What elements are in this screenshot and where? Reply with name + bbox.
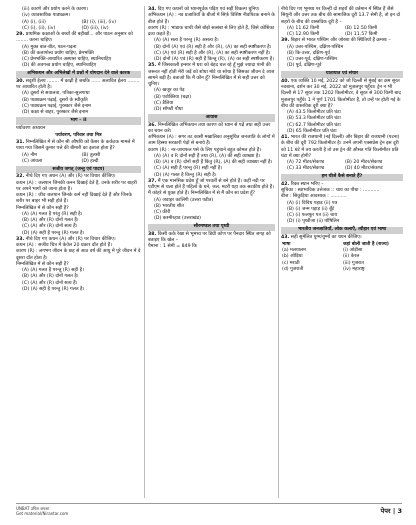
page-number: पेपर | 3 — [380, 507, 402, 515]
question-text: अभिकथन (A) : सगर तट कासी मखालिका अनुसूचित जनजाति के लोगों में आम हिस्सा सरकारी पेड़ों से बनाये हैं। — [148, 135, 275, 147]
section-heading: भारतीय जनजातियाँ, लोक कलाएँ, त्यौहार एवं भाषा — [281, 227, 403, 234]
question-text: 30. सदृशी ईलय ........ में काढ़ी है जबकि ...... अलावित ईलय ........ पर आधारित होती है। — [16, 78, 140, 90]
question-text: निम्नलिखित में से कौन सही है? — [16, 261, 69, 267]
answer-option: (iv) व्यावसायिक पाठ्यक्रम। — [22, 13, 71, 19]
question-text: 29. प्राथमिक कक्षाओं के बच्चों की बहीखों... और पाठन अनुसार को ........ करना चाहिए। — [16, 32, 133, 44]
section-heading: सजीव जगत् (जन्तु एवं पादप) — [16, 166, 141, 173]
answer-option: (C) उत्तर-पूर्व, दक्षिण-पश्चिम — [287, 57, 337, 62]
answer-option: (B) दोनों (A) एवं (R) सही है और (R), (A) का सही स्पष्टीकरण है। — [154, 44, 272, 50]
section-heading: आवास — [148, 114, 275, 121]
answer-option: (C) डैलिया — [154, 100, 174, 106]
question-text: कारण (R) : भांडाक चाची जैसे बोझे सत्संबा से लिए होते हैं, जिसे कोशिका द्रव्य कहते हैं। — [148, 25, 275, 37]
question-text: 41. भारत की राजधानी (नई दिल्ली) और बिहार की राजधानी (पटना) के बीच की दूरी 792 किलोमीटर है। उनमें अपनी एक्सप्रेस ट्रेन इस दूरी को 11 घंटे में तय करती है तो उस ट्रेन की औसत गति किलोमीटर प्रति घंटा में क्या होगी? — [281, 135, 400, 159]
answer-option: (C) 12.90 किमी — [287, 32, 320, 37]
answer-option: (A) (A) सत्य है परन्तु (R) असत्य है। — [154, 38, 219, 44]
answer-option: (B) (A) और (R) दोनों गलत हैं। — [22, 218, 79, 223]
answer-option: (C) (A) सही है परन्तु (R) सही नहीं है। — [154, 166, 223, 172]
answer-option: (B) एवोक्तिया (चढ़ा) — [154, 94, 192, 100]
question-text: 32. नीचे दिए गए अथन (A) और (R) पर विचार कीजिए। — [16, 174, 116, 180]
table-cell: (iv) महाराष्ट्र — [343, 266, 365, 272]
table-cell: (d) गुजराती — [282, 266, 304, 272]
footer-line: Get material/Nirantar.com — [16, 511, 69, 516]
answer-option: (B) भारतीय शीत — [154, 203, 184, 209]
table-cell: (a) मलयालम — [282, 248, 306, 254]
question-text: कारण (R) : लगभग जीवन के छह से आठ वर्ष की आयु में पूरे जीवन में वे दूसरा दाँत होता है। — [16, 249, 141, 261]
answer-option: (D) दोनों (A) एवं (R) सही हैं किन्तु (R), (A) का सही स्पष्टीकरण है। — [154, 57, 274, 62]
answer-option: (D) (A) सही है परन्तु (R) गलत है। — [22, 286, 85, 292]
answer-option: (A) 72 मीटर/सेकण्ड — [287, 160, 325, 165]
question-text: कथन (R) : जीव जलपान जिनके कर्म नहीं दिखाई देते हैं और जिनके शरीर पर बाहर भी सही होते हैं। — [16, 193, 132, 205]
table-cell: (ii) केरल — [343, 254, 360, 260]
answer-option: (B) तुलसी — [81, 152, 101, 158]
section-heading: सौरमण्डल तथा पृथ्वी — [148, 224, 275, 231]
question-text: 36. निम्नलिखित अभिकथन तथा कारण को ध्यान से पढ़ें तथा सही उत्तर का चयन करें। — [148, 122, 271, 134]
match-table — [281, 242, 403, 273]
answer-option: (C) (i) फलफूर पत्र (ii) चाय — [287, 213, 338, 218]
answer-option: (D) (iii), (iv) — [81, 25, 109, 31]
question-number: 33. — [16, 236, 25, 242]
answer-option: (C) प्रेमभक्ति-आधारित अस्यास चाहिए, स्थानिचाहिए — [22, 57, 112, 62]
question-text: नीचे दिए गए भूमध्य पर किन्हीं दो शहरों की वर्तमान में स्थित हैं जैसे सियूनी और उत्तर तक बीच की सामाजिक दूरी 13.7 सेमी है, तो इन दो शहरों के बीच की वास्तविक दूरी है – — [281, 7, 401, 25]
answer-option: (C) 33 मीटर/सेकण्ड — [287, 166, 325, 172]
question-number: 42. — [281, 181, 290, 187]
question-number: 41. — [281, 135, 290, 140]
answer-option: (A) 43.5 किलोमीटर प्रति घंटा — [287, 110, 341, 115]
answer-option: (A) (A) गलत है परन्तु (R) सही है। — [22, 268, 84, 273]
question-text: 37. मैं एक मानसिक प्रदेश हूँ जो परवर्ती से बने होते हैं। कहीं नदी पर एटीएम से चला होते हैं पहिलो के घने, जल, मटरी यहा तक सटकीय होते हैं। मैं कोहरे से युक्त होते हैं। निम्नलिखित में से मैं कौन सा प्रदेश हूँ? — [148, 178, 274, 197]
answer-option: (D) की अवगत्त्व प्रयोग चाहिए, स्थानिचाहिए — [22, 63, 97, 69]
question-number: 38. — [148, 231, 157, 237]
answer-options — [16, 159, 141, 165]
table-cell: (b) ओड़िया — [282, 254, 303, 260]
table-cell: (iii) गुजरात — [343, 260, 364, 266]
footer-line: UNBAT उचित अयशा — [16, 506, 50, 511]
answer-option: (D) (A) गलत है किन्तु (R) सही है। — [154, 172, 217, 178]
answer-option: (C) (A) और (R) दोनों सत्य हैं। — [22, 224, 78, 230]
column-middle — [148, 7, 275, 251]
table-header-state: जहां बोली जाती है (राज्य) — [343, 242, 389, 247]
answer-option: (C) कीरी — [154, 210, 171, 215]
column-left — [16, 7, 141, 293]
answer-option: (iii) कारणे और प्रयोग करने के कारण। — [22, 7, 89, 12]
question-text: 40. एक व्यक्ति 10 मई, 2022 को जो दिल्ली से मुंबई का क्रम सूरत नवबाना, दर्शन कर 30 मई, 2022 को मुज़लपुर पहुँचा। ट्रेन न भी दिल्ली से 17 सूरत तक 1202 किलोमीटर, वे सूरत से 300 किमी बाद मुज़लपुर पहुँचे। 1 ने पूर्ण 1701 किलोमीटर हैं, तो उन्हें पर होती गई के बीच की वास्तविक दूरी क्या है? — [281, 78, 401, 109]
section-heading: भाग – II — [16, 117, 141, 124]
question-number: 30. — [16, 78, 25, 84]
answer-option: (B) कि-उत्तर, दक्षिण-पूर्व — [287, 50, 330, 56]
answer-option: (A) उत्तर-पश्चिम, दक्षिण-पश्चिम — [287, 44, 344, 50]
answer-option: (D) 40 मीटर/सेकण्ड — [345, 166, 383, 172]
question-text: 33. नीचे दिए गए कथन (A) और (R) पर विचार कीजिए। — [16, 236, 116, 242]
question-text: बीज : सिकुड़िया आवश्यक : ........... — [281, 194, 347, 200]
answer-option: (B) (A) व (R) दोनों सही हैं किंतु (R), (A) की सही व्याख्या नहीं है। — [154, 160, 273, 165]
section-heading: हम चीजें कैसे बनाते हैं? — [281, 174, 403, 181]
answer-option: (D) 65 किलोमीटर प्रति घंटा — [287, 128, 337, 134]
answer-option: (A) मुक्त बात-बीत, पठन-पढ़ना — [22, 44, 77, 50]
answer-option: (D) (A) सही है परन्तु (R) गलत है। — [22, 230, 85, 236]
question-text: कथन (A) : सजीव चित्र में केवेल 20 प्रकार दाँत होते हैं। — [16, 243, 112, 248]
question-number: 31. — [16, 140, 25, 145]
section-heading: अभिकथन और अभिलेखों में प्रश्नों में योगदान देने वाले कारक — [16, 71, 141, 78]
question-number: 36. — [148, 122, 157, 128]
question-number: 29. — [16, 32, 25, 37]
answer-option: (B) (A) और (R) दोनों गलत है। — [22, 274, 79, 280]
answer-option: (C) 62.7 किलोमीटर प्रति घंटा — [287, 122, 341, 128]
question-number: 37. — [148, 178, 157, 184]
question-text: 38. किसी कर्क रेखा से भूमध्य पर डिग्री कोण पर पैनदार स्थित जगह को बताइए कि खेल – — [148, 231, 271, 243]
answer-option: (B) 12.50 किमी — [345, 25, 378, 31]
answer-option: (A) 11.62 किमी — [287, 25, 320, 31]
question-number: 34. — [148, 7, 157, 12]
match-table-container — [281, 242, 403, 273]
question-number: 40. — [281, 78, 290, 84]
answer-option: (C) आंवला — [22, 158, 43, 164]
answer-option: (C) (i), (ii), (iv) — [22, 25, 56, 31]
column-divider — [278, 6, 279, 498]
table-cell: (c) मराठी — [282, 260, 300, 266]
question-number: 39. — [281, 38, 290, 44]
table-cell: (i) ओड़ीसा — [343, 248, 363, 254]
answer-option: (A) खजूर का पेड़ — [154, 88, 185, 94]
answer-option: (D) कश्मीरहाड (उत्तराखंड) — [154, 216, 201, 222]
footer-publisher — [16, 506, 68, 516]
answer-option: (A) (A) गलत है परंतु (R) सही है। — [22, 211, 83, 217]
question-text: सूचिका : स्वाभाविक उत्तेजक :: चाय का पौधा : ........... — [281, 188, 380, 193]
answer-option: (B) की कलापोत्त्व प्रयोग चाहिए, प्रेमभक्ति — [22, 50, 94, 56]
question-number: 43. — [281, 234, 290, 240]
section-subheading: पर्यावरण, परिवार तथा मित्र — [55, 132, 102, 138]
question-text: कारण (R) : नर-जायफल पसे के लिए पहुंचाने बहुत कोमल होते हैं। — [148, 147, 262, 153]
answer-option: (D) हल्दी — [81, 158, 99, 164]
question-text: अभिकथन (A) : नव प्रजातियाँ के बीजों में सिर्फ़ विशिष्ट नीवपिटक बनाने के बीज होते हैं। — [148, 13, 275, 25]
question-text: 42. रिक्त स्थान भरिए – — [281, 181, 324, 187]
answer-option: (A) जवाहर कालिंगी (उत्तरा पडीत) — [154, 197, 214, 203]
question-number: 35. — [148, 63, 157, 69]
question-text: 31. निम्नलिखित में से कौन सी औषधि को कैसर के कर्कटक मामले में पाया गया जिसमें कुमार पत्ते की बीमारी का इलाज होता है? — [16, 140, 135, 152]
question-text: पैमाना : 1 सेमी = 849 कि — [148, 244, 197, 250]
answer-option: (D) कक्षा से बाहर, पुरस्कार जैसे इनाम — [22, 110, 89, 115]
answer-option: (A) (i), (iii) — [22, 19, 46, 25]
question-text: पर्यावरण अध्ययन — [16, 125, 46, 131]
question-number: 32. — [16, 174, 25, 180]
answer-option: (C) पाठ्यक्रम पढ़ाई, पुरस्कार जैसे इनाम — [22, 103, 91, 109]
answer-option: (B) (i), (iii), (iv) — [81, 19, 117, 25]
answer-option: (B) 53.3 किलोमीटर प्रति घंटा — [287, 116, 341, 122]
page-footer — [16, 503, 402, 518]
column-right — [281, 7, 403, 241]
question-text: कथन (A) : जलपान जिनकी कनन दिखाई देते हैं, उनके शरीर पर बाहरी पर अपने भागों को जाना होता है। — [16, 180, 137, 192]
answer-option: (A) नीम — [22, 152, 37, 158]
answer-option: (C) (A) एवं (R) सही है और (R), (A) का सही स्पष्टीकरण नहीं है। — [154, 50, 271, 56]
question-text: 35. मैं जिसकाली इन्सार में धरा को बेहद चल रहे हूँ मुझे ज्यादा पानी की जरूरत नहीं होती मेरी जड़ें को शोधा मोटे या सोचा है जिसका जीवन दे आज सामने बड़ी है। बताओ कि मैं कौन हूँ? निम्नलिखित में से सही उत्तर को चुनिए। — [148, 63, 275, 87]
answer-options — [281, 166, 403, 172]
answer-option: (D) सॉफ्टी पौधा — [154, 107, 183, 112]
answer-option: (B) (i) जन्म पहाड़ (ii) बूँटे — [287, 206, 335, 212]
answer-option: (C) (A) और (R) दोनों सत्य हैं। — [22, 280, 78, 286]
question-text: 34. दिए गए कथनों को ध्यानपूर्वक पढ़िए एवं सही विकल्प चुनिए। — [148, 7, 260, 12]
question-text: 43. सही सुमेलित युग्म/युग्मों का चयन कीजिए। — [281, 234, 362, 240]
answer-option: (A) दूसरों से सवालता, पत्रिका-सुलगाधा — [22, 91, 90, 97]
table-header-language: भाषा — [282, 242, 291, 247]
answer-option: (A) (A) व R दोनों सही हैं तथा (R), (A) की सही व्याख्या है। — [154, 153, 261, 159]
answer-option: (B) 20 मीटर/सेकण्ड — [345, 160, 383, 165]
section-heading: यातायात एवं संचार — [281, 71, 403, 78]
answer-option: (A) (i) विविध पहाड़ (ii) पत्र — [287, 200, 338, 206]
answer-option: (D) पूर्व, दक्षिण-पूर्व — [287, 63, 322, 69]
question-text: 39. बिहार से भारत पश्चिम और जोरशा की स्थितियों हैं क्रमशः – — [281, 38, 391, 44]
table-row — [281, 267, 403, 273]
answer-option: (D) (i) पृथ्वीजा (ii) पोषिलिन — [287, 219, 340, 225]
answer-option: (B) पाठ्यक्रम पढ़ाई, दूसरों के स्वीकृति — [22, 97, 88, 103]
question-text: निम्नलिखित में से कौन सही है? — [16, 205, 69, 211]
column-divider — [144, 6, 145, 498]
answer-option: (D) 11.57 किमी — [345, 32, 378, 37]
